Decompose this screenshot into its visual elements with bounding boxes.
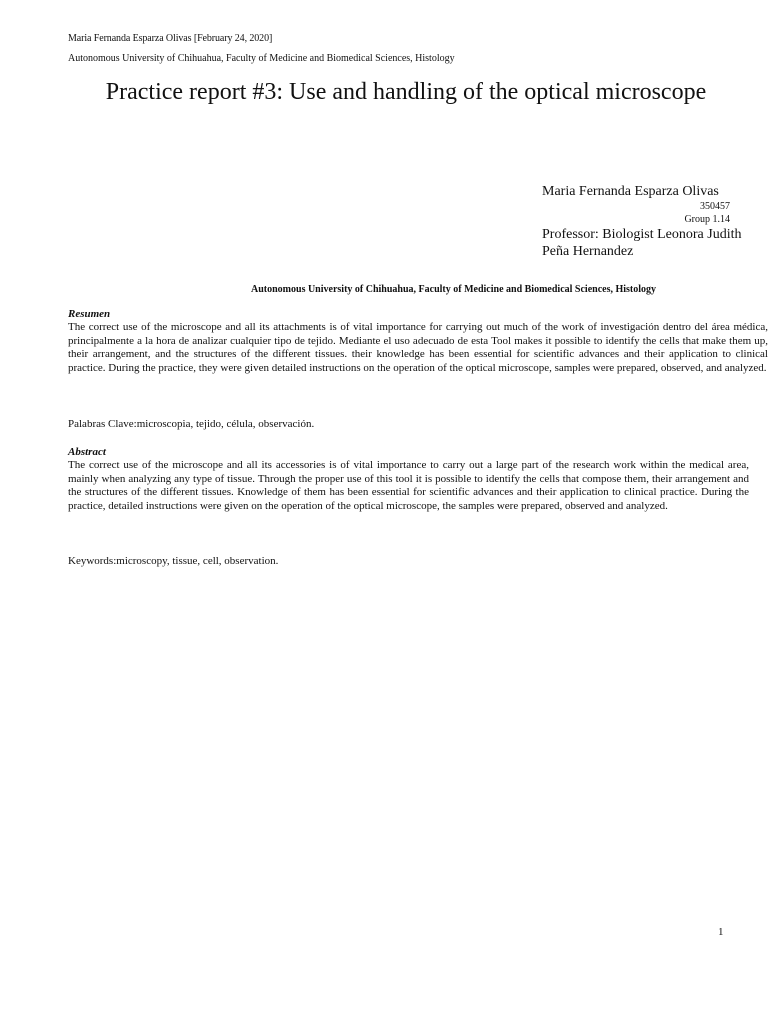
- palabras-clave: Palabras Clave:microscopia, tejido, célula, observación.: [68, 418, 315, 430]
- page-number: 1: [718, 926, 724, 938]
- professor-name: Professor: Biologist Leonora Judith Peña Hernandez: [542, 227, 742, 259]
- student-id: 350457: [700, 201, 730, 212]
- affiliation-line: Autonomous University of Chihuahua, Faculty of Medicine and Biomedical Sciences, Histology: [251, 284, 657, 295]
- author-name: Maria Fernanda Esparza Olivas: [542, 184, 719, 199]
- page-title: Practice report #3: Use and handling of the optical microscope: [105, 79, 707, 105]
- abstract-heading: Abstract: [68, 446, 106, 458]
- resumen-body: The correct use of the microscope and all its attachments is of vital importance for carrying out much of the work of investigación dentro del área médica, principalmente a la hora de analizar cualquier tipo de tejido. Mediante el uso adecuado de esta Tool makes it possible to identify the cells that make them up, their arrangement, and the structures of the different tissues. their knowledge has been essential for scientific advances and their application to clinical practice. During the practice, they were given detailed instructions on the operation of the optical microscope, samples were prepared, observed, and analyzed.: [68, 321, 768, 374]
- abstract-body: The correct use of the microscope and all its accessories is of vital importance to carry out a large part of the research work within the medical area, mainly when analyzing any type of tissue. Through the proper use of this tool it is possible to identify the cells that compose them, their arrangement and the structures of the different tissues. Knowledge of them has been essential for scientific advances and their application to clinical practice. During the practice, detailed instructions were given on the operation of the optical microscope, the samples were prepared, observed and analyzed.: [68, 459, 749, 512]
- running-header-author-date: Maria Fernanda Esparza Olivas [February 24, 2020]: [68, 33, 273, 44]
- group-number: Group 1.14: [684, 214, 730, 225]
- keywords: Keywords:microscopy, tissue, cell, observation.: [68, 555, 279, 567]
- running-header-affiliation: Autonomous University of Chihuahua, Faculty of Medicine and Biomedical Sciences, Histology: [68, 53, 455, 64]
- resumen-heading: Resumen: [68, 308, 111, 320]
